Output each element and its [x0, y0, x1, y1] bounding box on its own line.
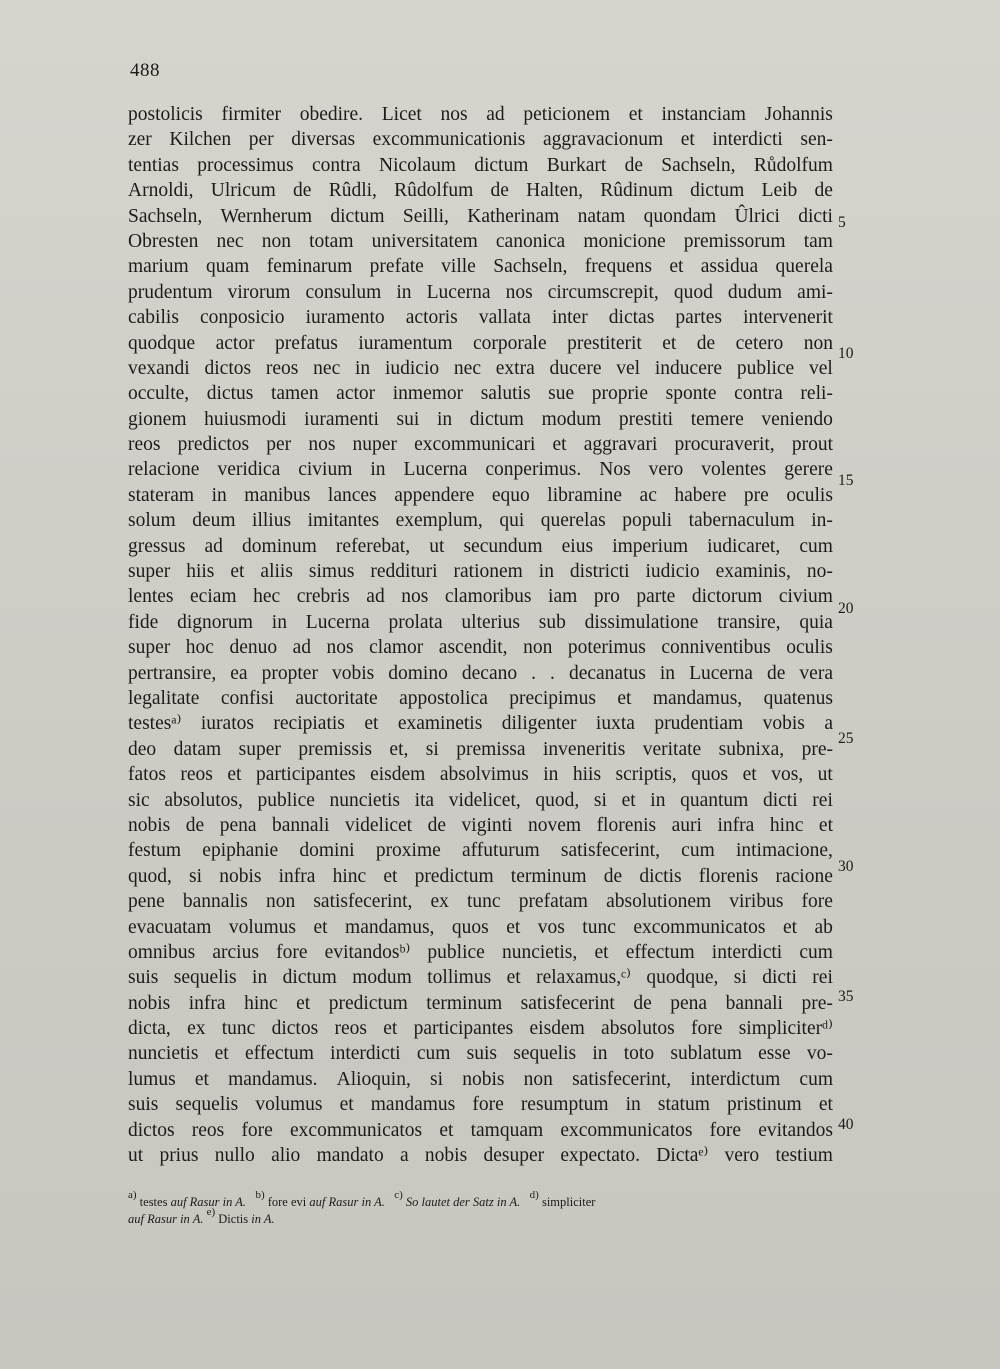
footnote-c: $^{c)}$ So lautet der Satz in A.	[394, 1189, 521, 1209]
footnote-line-1	[128, 1189, 828, 1211]
text-line: pene bannalis non satisfecerint, ex tunc prefatam absolutionem viribus fore	[128, 891, 833, 913]
line-number-20: 20	[838, 600, 854, 617]
text-line: nobis de pena bannali videlicet de viginti novem florenis auri infra hinc et	[128, 814, 833, 836]
line-number-5: 5	[838, 214, 846, 231]
text-line: stateram in manibus lances appendere equo libramine ac habere pre oculis	[128, 484, 833, 506]
text-line: testesᵃ⁾ iuratos recipiatis et examinetis diligenter iuxta prudentiam vobis a	[128, 713, 833, 735]
text-line: sic absolutos, publice nuncietis ita videlicet, quod, si et in quantum dicti rei	[128, 789, 833, 811]
text-line: suis sequelis volumus et mandamus fore resumptum in statum pristinum et	[128, 1094, 833, 1116]
text-line: relacione veridica civium in Lucerna conperimus. Nos vero volentes gerere	[128, 459, 833, 481]
text-line: dictos reos fore excommunicatos et tamquam excommunicatos fore evitandos	[128, 1119, 833, 1141]
line-number-15: 15	[838, 472, 854, 489]
text-line: omnibus arcius fore evitandosᵇ⁾ publice nuncietis, et effectum interdicti cum	[128, 941, 833, 963]
text-line: cabilis conposicio iuramento actoris vallata inter dictas partes intervenerit	[128, 307, 833, 329]
footnote-a: $^{a)}$ testes auf Rasur in A.	[128, 1189, 247, 1209]
text-line: prudentum virorum consulum in Lucerna nos circumscrepit, quod dudum ami-	[128, 281, 833, 303]
text-line: solum deum illius imitantes exemplum, qui querelas populi tabernaculum in-	[128, 510, 833, 532]
line-number-35: 35	[838, 988, 854, 1005]
text-line: lentes eciam hec crebris ad nos clamoribus iam pro parte dictorum civium	[128, 586, 833, 608]
text-line: super hoc denuo ad nos clamor ascendit, non poterimus conniventibus oculis	[128, 637, 833, 659]
text-line: evacuatam volumus et mandamus, quos et vos tunc excommunicatos et ab	[128, 916, 833, 938]
text-line: gionem huiusmodi iuramenti sui in dictum modum prestiti temere veniendo	[128, 408, 833, 430]
text-line: reos predictos per nos nuper excommunicari et aggravari procuraverit, prout	[128, 434, 833, 456]
footnote-d-head: $^{d)}$ simpliciter	[529, 1189, 596, 1209]
footnotes	[128, 1189, 828, 1228]
text-line: nuncietis et effectum interdicti cum suis sequelis in toto sublatum esse vo-	[128, 1043, 833, 1065]
text-line: deo datam super premissis et, si premissa inveneritis veritate subnixa, pre-	[128, 738, 833, 760]
text-line: ut prius nullo alio mandato a nobis desuper expectato. Dictaᵉ⁾ vero testium	[128, 1145, 833, 1167]
text-line: tentias processimus contra Nicolaum dictum Burkart de Sachseln, Růdolfum	[128, 154, 833, 176]
text-line: dicta, ex tunc dictos reos et participantes eisdem absolutos fore simpliciterᵈ⁾	[128, 1018, 833, 1040]
text-line: gressus ad dominum referebat, ut secundum eius imperium iudicaret, cum	[128, 535, 833, 557]
text-line: zer Kilchen per diversas excommunicationis aggravacionum et interdicti sen-	[128, 129, 833, 151]
footnote-line-2	[128, 1206, 828, 1228]
text-line: nobis infra hinc et predictum terminum satisfecerint de pena bannali pre-	[128, 992, 833, 1014]
text-line: postolicis firmiter obedire. Licet nos ad peticionem et instanciam Johannis	[128, 104, 833, 125]
text-line: fide dignorum in Lucerna prolata ulterius sub dissimulatione transire, quia	[128, 611, 833, 633]
footnote-b: $^{b)}$ fore evi auf Rasur in A.	[255, 1189, 385, 1209]
page-number: 488	[130, 60, 160, 81]
text-line: lumus et mandamus. Alioquin, si nobis non satisfecerint, interdictum cum	[128, 1068, 833, 1090]
line-number-25: 25	[838, 730, 854, 747]
text-line: pertransire, ea propter vobis domino decano . . decanatus in Lucerna de vera	[128, 662, 833, 684]
text-line: legalitate confisi auctoritate appostolica precipimus et mandamus, quatenus	[128, 687, 833, 709]
line-number-30: 30	[838, 858, 854, 875]
text-line: quodque actor prefatus iuramentum corporale prestiterit et de cetero non	[128, 332, 833, 354]
text-line: vexandi dictos reos nec in iudicio nec extra ducere vel inducere publice vel	[128, 357, 833, 379]
text-line: marium quam feminarum prefate ville Sachseln, frequens et assidua querela	[128, 256, 833, 278]
footnote-d-note: auf Rasur in A.	[128, 1212, 204, 1226]
text-line: fatos reos et participantes eisdem absolvimus in hiis scriptis, quos et vos, ut	[128, 764, 833, 786]
text-line: festum epiphanie domini proxime affuturum satisfecerint, cum intimacione,	[128, 840, 833, 862]
text-line: Obresten nec non totam universitatem canonica monicione premissorum tam	[128, 230, 833, 252]
text-line: Sachseln, Wernherum dictum Seilli, Katherinam natam quondam Ûlrici dicti	[128, 205, 833, 227]
text-line: quod, si nobis infra hinc et predictum terminum de dictis florenis racione	[128, 865, 833, 887]
line-number-10: 10	[838, 345, 854, 362]
text-line: suis sequelis in dictum modum tollimus et relaxamus,ᶜ⁾ quodque, si dicti rei	[128, 967, 833, 989]
text-line: occulte, dictus tamen actor inmemor salutis sue proprie sponte contra reli-	[128, 383, 833, 405]
text-line: Arnoldi, Ulricum de Rûdli, Rûdolfum de Halten, Rûdinum dictum Leib de	[128, 180, 833, 202]
main-text	[128, 102, 833, 1168]
text-line: super hiis et aliis simus reddituri rationem in districti iudicio examinis, no-	[128, 561, 833, 583]
footnote-e: $^{e)}$ Dictis in A.	[206, 1206, 275, 1226]
line-number-40: 40	[838, 1116, 854, 1133]
